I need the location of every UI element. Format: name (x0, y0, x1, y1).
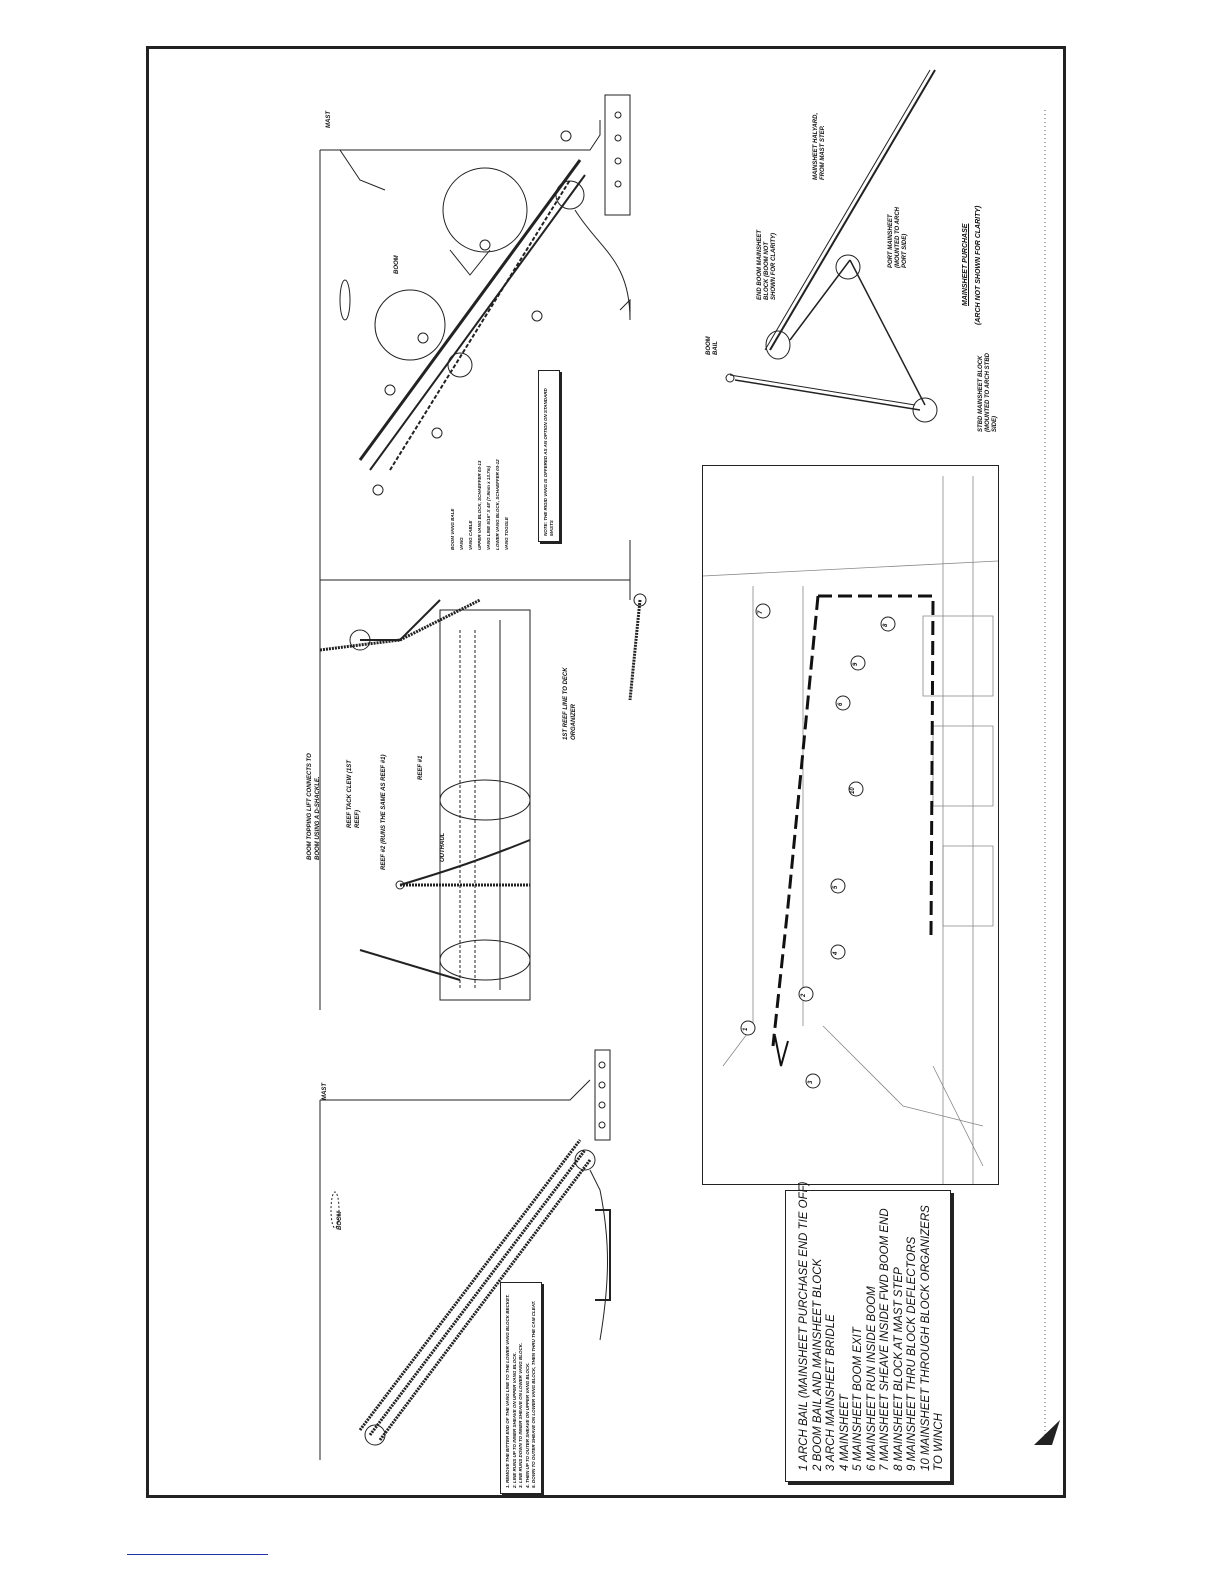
legend-item: 9 MAINSHEET THRU BLOCK DEFLECTORS (906, 1236, 918, 1471)
vang-mast-label: MAST (326, 111, 332, 128)
inset-callout-10: 10 (850, 787, 856, 794)
mainsheet-purchase-drawing (700, 60, 1000, 450)
legend-item: 2 BOOM BAIL AND MAINSHEET BLOCK (811, 1258, 824, 1471)
vang-note-box (538, 370, 560, 542)
lead-step: 5. DOWN TO OUTER SHEAVE ON LOWER VANG BLOCK, THEN THRU THE CAM CLEAT. (531, 1300, 536, 1488)
page-edge-decoration (1030, 100, 1070, 1500)
port-block-label: PORT MAINSHEET (MOUNTED TO ARCH PORT SIDE) (888, 207, 908, 268)
vang-legend (448, 459, 511, 550)
vang-legend-item: UPPER VANG BLOCK, SCHAEFFER 03-13 (477, 460, 482, 550)
vang-legend-item: VANG LINE 5/16" X 48' (7.9mm x 13.7m) (486, 465, 491, 550)
lead-step: 3. LINE RUNS DOWN TO INNER SHEAVE ON LOWER VANG BLOCK. (518, 1342, 523, 1488)
mainsheet-legend (798, 1182, 947, 1471)
lead-step: 2. LINE RUNS UP TO INNER SHEAVE ON UPPER VANG BLOCK. (511, 1352, 517, 1488)
purchase-title: MAINSHEET PURCHASE (962, 223, 969, 306)
inset-callout-7: 7 (758, 610, 764, 614)
vang-legend-item: BOOM VANG BALE (450, 508, 455, 550)
stbd-block-label: STBD MAINSHEET BLOCK (MOUNTED TO ARCH STBD SIDE) (978, 353, 998, 432)
vang-boom-label: BOOM (394, 255, 400, 274)
mainsheet-routing-inset (702, 465, 999, 1185)
outhaul-label: OUTHAUL (440, 832, 446, 862)
vang-legend-item: VANG CABLE (468, 520, 473, 550)
legend-item: 6 MAINSHEET RUN INSIDE BOOM (865, 1286, 878, 1471)
purchase-subtitle: (ARCH NOT SHOWN FOR CLARITY) (975, 205, 982, 325)
legend-item: TO WINCH (933, 1413, 945, 1471)
vang-lead-drawing (300, 1040, 650, 1480)
legend-item: 1 ARCH BAIL (MAINSHEET PURCHASE END TIE OFF) (798, 1181, 810, 1471)
routing-diagram (703, 466, 998, 1184)
lead-step: 4. THEN UP TO OUTER SHEAVE ON UPPER VANG BLOCK. (524, 1362, 530, 1488)
end-boom-block-label: END BOOM MAINSHEET BLOCK (BOOM NOT SHOWN FOR CLARITY) (757, 229, 777, 300)
reef2-label: REEF #2 (RUNS THE SAME AS REEF #1) (381, 754, 387, 870)
reef-tack-label: REEF TACK CLEW (1ST REEF) (347, 760, 361, 828)
inset-callout-9: 9 (853, 662, 859, 666)
legend-item: 10 MAINSHEET THROUGH BLOCK ORGANIZERS (919, 1205, 932, 1471)
lead-instructions (505, 1294, 538, 1488)
legend-item: 4 MAINSHEET (838, 1394, 851, 1471)
legend-item: 7 MAINSHEET SHEAVE INSIDE FWD BOOM END (879, 1208, 891, 1471)
inset-callout-6: 6 (838, 702, 844, 706)
lead-boom-label: BOOM (337, 1211, 343, 1230)
lead-instructions-box (500, 1282, 542, 1494)
inset-callout-5: 5 (833, 885, 839, 889)
reef-line-label: 1ST REEF LINE TO DECK ORGANIZER (563, 667, 577, 740)
halyard-label: MAINSHEET HALYARD, FROM MAST STEP. (813, 112, 826, 180)
topping-lift-label: BOOM TOPPING LIFT CONNECTS TO BOOM USING A D-SHACKLE. (307, 753, 321, 860)
footer-link-underline[interactable] (127, 1554, 268, 1555)
inset-callout-2: 2 (801, 993, 807, 997)
brand-logo-icon (1034, 1420, 1060, 1445)
vang-legend-item: VANG TOGGLE (504, 517, 509, 550)
legend-item: 3 ARCH MAINSHEET BRIDLE (825, 1314, 837, 1471)
boom-bail-label: BOOM BAIL (706, 336, 719, 355)
vang-note: NOTE: THE RIGID VANG IS OFFERED AS AN OPTION ON STANDARD MASTS (543, 388, 554, 536)
vang-legend-item: LOWER VANG BLOCK, SCHAEFFER 03-12 (495, 459, 500, 550)
mainsheet-legend-box (785, 1181, 951, 1482)
legend-item: 8 MAINSHEET BLOCK AT MAST STEP (892, 1267, 905, 1471)
inset-callout-3: 3 (808, 1080, 814, 1084)
vang-legend-item: VANG (459, 537, 464, 550)
lead-step: 1. REMOVE THE BITTER END OF THE VANG LINE TO THE LOWER VANG BLOCK BECKET. (505, 1294, 510, 1488)
inset-callout-1: 1 (743, 1027, 749, 1031)
inset-callout-4: 4 (833, 951, 839, 955)
reef1-label: REEF #1 (418, 755, 424, 780)
inset-callout-8: 8 (883, 623, 889, 627)
lead-mast-label: MAST (322, 1083, 328, 1100)
legend-item: 5 MAINSHEET BOOM EXIT (852, 1327, 864, 1471)
